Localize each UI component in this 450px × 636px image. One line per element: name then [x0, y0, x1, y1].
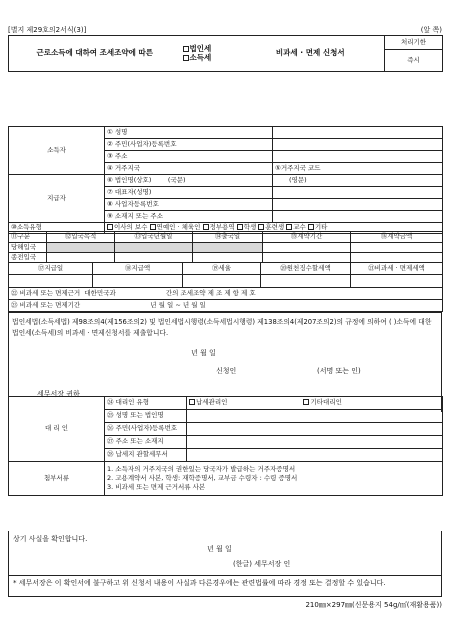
- field-location-value[interactable]: [273, 211, 443, 223]
- cell[interactable]: [115, 253, 193, 263]
- confirm-block: [8, 531, 442, 597]
- cell[interactable]: [351, 243, 443, 253]
- attachment-3: 3. 비과세 또는 면제 근거서류 사본: [107, 482, 206, 491]
- statement-text: 법인세법(소득세법) 제98조의4(제156조의2) 및 법인세법시행령(소득세법시행령) 제138조의4(제207조의2)의 규정에 의하여 ( )소득에 대한 법인세(소득세)의 비과세 · 면제신청서를 제출합니다.: [12, 318, 432, 338]
- field-residence-country[interactable]: ④ 거주지국: [105, 163, 273, 175]
- opt-tax-manager[interactable]: 납세관리인: [189, 398, 227, 406]
- title-left: 근로소득에 대하여 조세조약에 따른: [9, 36, 181, 72]
- field-name-value[interactable]: [273, 127, 443, 139]
- field-representative[interactable]: ⑦ 대표자(성명): [105, 187, 273, 199]
- agent-address: ㉗ 주소 또는 소재지: [105, 436, 187, 449]
- opt-professor[interactable]: 교수: [286, 223, 306, 231]
- field-address[interactable]: ③ 주소: [105, 151, 273, 163]
- field-address-value[interactable]: [273, 151, 443, 163]
- agent-name-value[interactable]: [187, 410, 443, 423]
- opt-income-tax[interactable]: 소득세: [183, 54, 235, 63]
- cell[interactable]: [9, 275, 93, 288]
- opt-gov-service[interactable]: 정부용역: [203, 223, 235, 231]
- exemption-period[interactable]: ㉓ 비과세 또는 면제기간 년 월 일 ~ 년 월 일: [9, 300, 443, 312]
- h-pay-date: ⑰지급일: [9, 263, 93, 275]
- addressee: 세무서장 귀하: [37, 390, 80, 398]
- agent-label: 대 리 인: [9, 397, 105, 462]
- agent-reg-no-value[interactable]: [187, 423, 443, 436]
- field-reg-no-value[interactable]: [273, 139, 443, 151]
- cell[interactable]: [93, 275, 183, 288]
- agent-name: ㉕ 성명 또는 법인명: [105, 410, 187, 423]
- row-current-entry: 당해입국: [9, 243, 47, 253]
- h-contract-amount: ⑯계약금액: [351, 232, 443, 243]
- cell[interactable]: [193, 253, 263, 263]
- field-location[interactable]: ⑨ 소재지 또는 주소: [105, 211, 273, 223]
- field-corp-name-en[interactable]: (영문): [273, 175, 443, 187]
- checkbox-icon[interactable]: [183, 55, 189, 61]
- application-date: 년 월 일: [191, 349, 216, 357]
- checkbox-icon[interactable]: [183, 46, 189, 52]
- immigration-table: [8, 231, 443, 263]
- h-contract-period: ⑮계약기간: [263, 232, 351, 243]
- attachments-list: [105, 462, 443, 496]
- h-exit-date: ⑭출국일: [193, 232, 263, 243]
- cell[interactable]: [47, 243, 115, 253]
- agent-type-options: [187, 397, 443, 410]
- opt-other[interactable]: 기타: [308, 223, 328, 231]
- income-earner-label: 소득자: [9, 127, 105, 175]
- cell[interactable]: [351, 275, 443, 288]
- income-type-label: ⑩소득유형: [9, 223, 105, 234]
- field-biz-no[interactable]: ⑧ 사업자등록번호: [105, 199, 273, 211]
- cell[interactable]: [183, 275, 261, 288]
- opt-director[interactable]: 이사의 보수: [107, 223, 147, 231]
- opt-trainee[interactable]: 훈련생: [258, 223, 284, 231]
- confirm-date: 년 월 일: [207, 545, 232, 553]
- cell[interactable]: [261, 275, 351, 288]
- field-biz-no-value[interactable]: [273, 199, 443, 211]
- confirm-sign: (한글) 세무서장 인: [233, 560, 291, 568]
- h-purpose: ⑫입국목적: [47, 232, 115, 243]
- field-corp-name[interactable]: ⑥ 법인명(상호) (국문): [105, 175, 273, 187]
- h-tax-rate: ⑲세율: [183, 263, 261, 275]
- note: * 세무서장은 이 확인서에 불구하고 위 신청서 내용이 사실과 다른경우에는 관련법률에 따라 경정 또는 결정할 수 있습니다.: [9, 575, 441, 591]
- field-reg-no[interactable]: ② 주민(사업자)등록번호: [105, 139, 273, 151]
- field-representative-value[interactable]: [273, 187, 443, 199]
- cell[interactable]: [351, 253, 443, 263]
- h-entry-date: ⑬입국년월일: [115, 232, 193, 243]
- h-exempt-amount: ㉑비과세 · 면제세액: [351, 263, 443, 275]
- payer-label: 지급자: [9, 175, 105, 223]
- agent-address-value[interactable]: [187, 436, 443, 449]
- opt-entertainer[interactable]: 연예인 · 체육인: [150, 223, 201, 231]
- cell[interactable]: [263, 253, 351, 263]
- cell[interactable]: [193, 243, 263, 253]
- form-code: [별지 제29호의2서식(3)]: [8, 26, 87, 34]
- field-name[interactable]: ① 성명: [105, 127, 273, 139]
- agent-tax-office: ㉘ 납세지 관할세무서: [105, 449, 187, 462]
- confirm-text: 상기 사실을 확인합니다.: [13, 535, 88, 543]
- h-pay-amount: ⑱지급액: [93, 263, 183, 275]
- agent-reg-no: ㉖ 주민(사업자)등록번호: [105, 423, 187, 436]
- title-options: [181, 36, 237, 72]
- field-country-code[interactable]: ⑤거주지국 코드: [273, 163, 443, 175]
- title-table: [8, 35, 443, 72]
- row-prior-entry: 종전입국: [9, 253, 47, 263]
- agent-tax-office-value[interactable]: [187, 449, 443, 462]
- opt-other-agent[interactable]: 기타대리인: [229, 398, 341, 406]
- cell[interactable]: [263, 243, 351, 253]
- cell[interactable]: [115, 243, 193, 253]
- payment-table: [8, 262, 443, 312]
- deadline-value: 즉시: [385, 50, 443, 72]
- applicant-label: 신청인: [216, 367, 237, 375]
- attachment-2: 2. 고용계약서 사본, 학생: 재학증명서, 교부금 수령자 : 수령 증명서: [107, 474, 298, 483]
- exemption-basis[interactable]: ㉒ 비과세 또는 면제근거 대한민국과 간의 조세조약 제 조 제 항 제 호: [9, 288, 443, 300]
- opt-corporate-tax[interactable]: 법인세: [183, 45, 235, 54]
- deadline-label: 처리기한: [385, 36, 443, 50]
- info-table: [8, 126, 443, 234]
- h-withholding: ⑳원천징수할세액: [261, 263, 351, 275]
- h-division: ⑪구분: [9, 232, 47, 243]
- agent-table: [8, 396, 443, 496]
- form-side: (앞 쪽): [420, 26, 442, 34]
- paper-spec: 210㎜×297㎜(신문용지 54g/㎡(재활용품)): [305, 601, 442, 609]
- opt-student[interactable]: 학생: [237, 223, 257, 231]
- applicant-sign: (서명 또는 인): [317, 367, 361, 375]
- attachment-1: 1. 소득자의 거주지국의 권한있는 당국자가 발급하는 거주자증명서: [107, 465, 296, 474]
- cell[interactable]: [47, 253, 115, 263]
- title-right: 비과세 · 면제 신청서: [237, 36, 385, 72]
- agent-type: ㉔ 대리인 유형: [105, 397, 187, 410]
- attachments-label: 첨부서류: [9, 462, 105, 496]
